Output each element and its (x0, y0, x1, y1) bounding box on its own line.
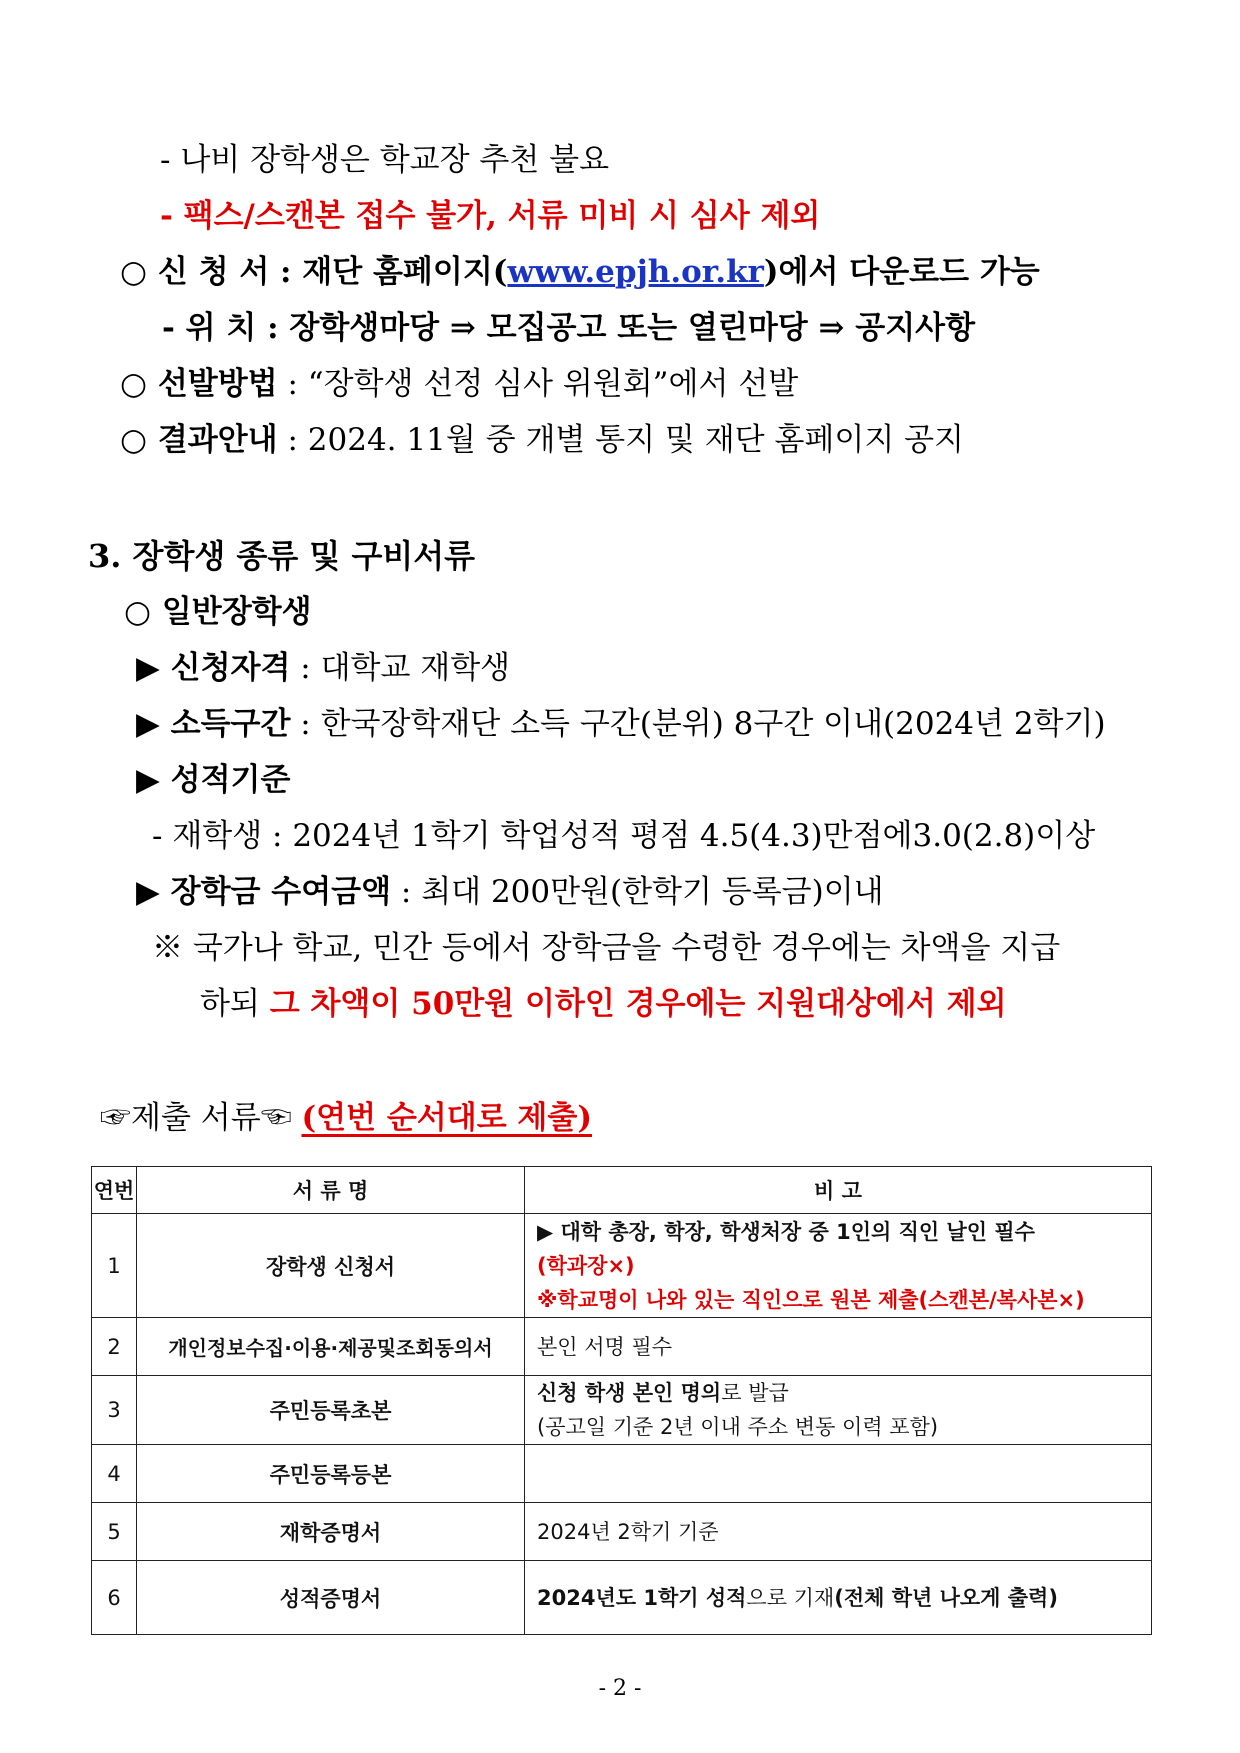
row-number: 4 (92, 1445, 137, 1503)
note-nabi: - 나비 장학생은 학교장 추천 불요 (160, 142, 610, 178)
application-form-line (120, 252, 1040, 292)
grade-criteria-label: ▶ 성적기준 (136, 762, 291, 798)
row-doc-name: 재학증명서 (137, 1503, 525, 1561)
amount-line (136, 872, 884, 912)
row-remarks: 본인 서명 필수 (525, 1318, 1152, 1376)
table-row (92, 1214, 1152, 1318)
row-remarks (525, 1376, 1152, 1445)
row-doc-name: 개인정보수집·이용·제공및조회동의서 (137, 1318, 525, 1376)
eligibility-line (136, 648, 510, 688)
remark-line: (공고일 기준 2년 이내 주소 변동 이력 포함) (537, 1415, 939, 1439)
note-difference-1: ※ 국가나 학교, 민간 등에서 장학금을 수령한 경우에는 차액을 지급 (152, 930, 1061, 966)
col-header-remarks: 비 고 (525, 1167, 1152, 1214)
remark-bold: 신청 학생 본인 명의 (537, 1381, 722, 1405)
row-remarks (525, 1214, 1152, 1318)
row-doc-name: 주민등록등본 (137, 1445, 525, 1503)
remark-plain: 로 발급 (721, 1381, 789, 1405)
row-number: 3 (92, 1376, 137, 1445)
table-row (92, 1561, 1152, 1635)
table-row (92, 1318, 1152, 1376)
note-difference-2 (200, 984, 1007, 1024)
row-remarks (525, 1561, 1152, 1635)
amount-label: ▶ 장학금 수여금액 (136, 874, 392, 910)
result-notice-text: : 2024. 11월 중 개별 통지 및 재단 홈페이지 공지 (277, 422, 965, 458)
remark-line: ※학교명이 나와 있는 직인으로 원본 제출(스캔본/복사본×) (537, 1287, 1085, 1312)
amount-text: : 최대 200만원(한학기 등록금)이내 (391, 874, 884, 910)
remark-line: ▶ 대학 총장, 학장, 학생처장 중 1인의 직인 날인 필수 (537, 1219, 1035, 1244)
income-text: : 한국장학재단 소득 구간(분위) 8구간 이내(2024년 2학기) (290, 706, 1106, 742)
note-difference-2a: 하되 (200, 986, 270, 1022)
remark-line: (학과장×) (537, 1253, 635, 1278)
remark-line (537, 1376, 1139, 1410)
documents-table (91, 1166, 1152, 1635)
row-doc-name: 장학생 신청서 (137, 1214, 525, 1318)
income-line (136, 704, 1106, 744)
homepage-link[interactable]: www.epjh.or.kr (507, 254, 764, 290)
table-row (92, 1503, 1152, 1561)
col-header-doc-name: 서 류 명 (137, 1167, 525, 1214)
row-doc-name: 성적증명서 (137, 1561, 525, 1635)
location-line: - 위 치 : 장학생마당 ⇒ 모집공고 또는 열린마당 ⇒ 공지사항 (162, 310, 976, 346)
selection-method-label: ○ 선발방법 (120, 366, 278, 402)
submit-docs-heading (100, 1098, 592, 1138)
remark-bold: (전체 학년 나오게 출력) (834, 1585, 1058, 1610)
row-doc-name: 주민등록초본 (137, 1376, 525, 1445)
row-number: 6 (92, 1561, 137, 1635)
result-notice-label: ○ 결과안내 (120, 422, 278, 458)
result-notice-line (120, 420, 964, 460)
row-number: 1 (92, 1214, 137, 1318)
selection-method-line (120, 364, 798, 404)
application-form-tail: )에서 다운로드 가능 (763, 254, 1040, 290)
row-remarks: 2024년 2학기 기준 (525, 1503, 1152, 1561)
remark-bold: 2024년도 1학기 성적 (537, 1585, 747, 1610)
table-header-row (92, 1167, 1152, 1214)
table-row (92, 1376, 1152, 1445)
row-number: 2 (92, 1318, 137, 1376)
income-label: ▶ 소득구간 (136, 706, 291, 742)
application-form-label: ○ 신 청 서 : 재단 홈페이지( (120, 254, 508, 290)
row-number: 5 (92, 1503, 137, 1561)
grade-criteria-detail: - 재학생 : 2024년 1학기 학업성적 평점 4.5(4.3)만점에3.0(2.8)이상 (152, 818, 1096, 854)
eligibility-text: : 대학교 재학생 (290, 650, 511, 686)
remark-plain: 으로 기재 (746, 1585, 835, 1610)
submit-order-note: (연번 순서대로 제출) (301, 1100, 592, 1136)
row-remarks (525, 1445, 1152, 1503)
submit-docs-label: ☞제출 서류☜ (100, 1100, 292, 1136)
note-fax-warning: - 팩스/스캔본 접수 불가, 서류 미비 시 심사 제외 (160, 198, 821, 234)
eligibility-label: ▶ 신청자격 (136, 650, 291, 686)
note-difference-2b: 그 차액이 50만원 이하인 경우에는 지원대상에서 제외 (269, 986, 1007, 1022)
section-3-title: 3. 장학생 종류 및 구비서류 (88, 537, 476, 575)
general-scholar-heading: ○ 일반장학생 (124, 594, 312, 630)
page-number: - 2 - (598, 1676, 642, 1701)
selection-method-text: : “장학생 선정 심사 위원회”에서 선발 (277, 366, 799, 402)
col-header-number: 연번 (92, 1167, 137, 1214)
table-row (92, 1445, 1152, 1503)
